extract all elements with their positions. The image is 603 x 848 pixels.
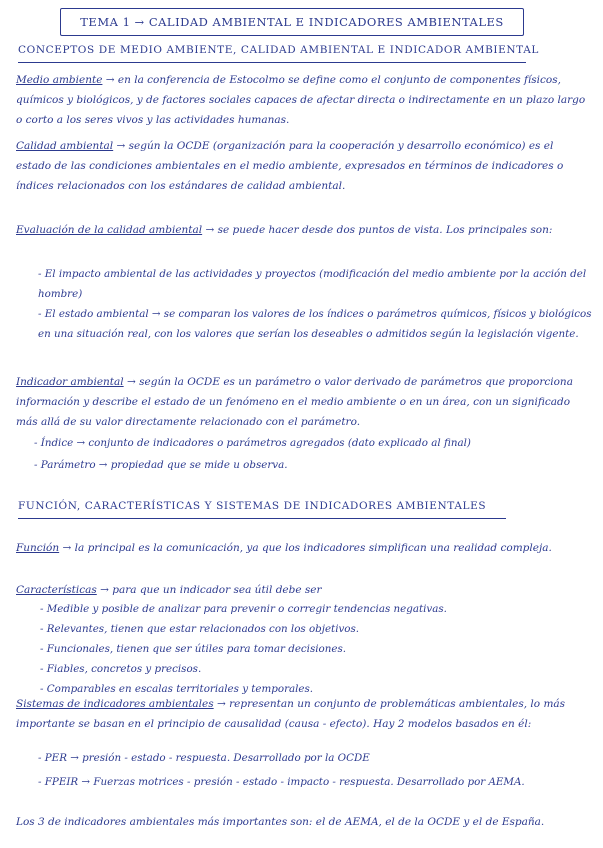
medio-ambiente-paragraph xyxy=(16,70,590,130)
calidad-ambiental-text: → según la OCDE (organización para la cooperación y desarrollo económico) es el estado de las condiciones ambientales en el medio ambiente, expresados en términos de indicadores o índices relacionados con los estándares de calidad ambiental. xyxy=(16,140,564,192)
indicador-paragraph xyxy=(16,372,590,432)
calidad-ambiental-term: Calidad ambiental xyxy=(16,140,114,152)
section2-underline xyxy=(18,518,506,519)
section2-heading: FUNCIÓN, CARACTERÍSTICAS Y SISTEMAS DE INDICADORES AMBIENTALES xyxy=(18,500,487,512)
funcion-term: Función xyxy=(16,542,60,554)
sistemas-item-1: - PER → presión - estado - respuesta. Desarrollado por la OCDE xyxy=(38,752,370,764)
section1-heading: CONCEPTOS DE MEDIO AMBIENTE, CALIDAD AMBIENTAL E INDICADOR AMBIENTAL xyxy=(18,44,539,56)
evaluacion-text: → se puede hacer desde dos puntos de vista. Los principales son: xyxy=(202,224,553,236)
caracteristicas-paragraph xyxy=(16,580,590,600)
sistemas-text: → representan un conjunto de problemáticas ambientales, lo más importante se basan en el principio de causalidad (causa - efecto). Hay 2 modelos basados en él: xyxy=(16,698,566,730)
closing-paragraph: Los 3 de indicadores ambientales más importantes son: el de AEMA, el de la OCDE y el de España. xyxy=(16,816,545,828)
caracteristicas-item-4: - Fiables, concretos y precisos. xyxy=(40,663,202,675)
evaluacion-item-2: - El estado ambiental → se comparan los valores de los índices o parámetros químicos, físicos y biológicos en una situación real, con los valores que serían los deseables o admitidos según la legislación vigente. xyxy=(38,308,592,340)
indicador-term: Indicador ambiental xyxy=(16,376,124,388)
medio-ambiente-term: Medio ambiente xyxy=(16,74,103,86)
section1-underline xyxy=(18,62,526,63)
funcion-text: → la principal es la comunicación, ya que los indicadores simplifican una realidad compleja. xyxy=(59,542,552,554)
evaluacion-paragraph xyxy=(16,220,590,240)
indicador-item-1: - Índice → conjunto de indicadores o parámetros agregados (dato explicado al final) xyxy=(34,437,471,449)
page-title: TEMA 1 → CALIDAD AMBIENTAL E INDICADORES AMBIENTALES xyxy=(60,8,524,36)
indicador-item-2: - Parámetro → propiedad que se mide u observa. xyxy=(34,459,288,471)
caracteristicas-item-2: - Relevantes, tienen que estar relacionados con los objetivos. xyxy=(40,623,360,635)
sistemas-paragraph xyxy=(16,694,590,734)
evaluacion-term: Evaluación de la calidad ambiental xyxy=(16,224,203,236)
evaluacion-item-1: - El impacto ambiental de las actividades y proyectos (modificación del medio ambiente por la acción del hombre) xyxy=(38,268,587,300)
sistemas-item-2: - FPEIR → Fuerzas motrices - presión - estado - impacto - respuesta. Desarrollado por AEMA. xyxy=(38,776,525,788)
indicador-text: → según la OCDE es un parámetro o valor derivado de parámetros que proporciona información y describe el estado de un fenómeno en el medio ambiente o en un área, con un significado más allá de su valor directamente relacionado con el parámetro. xyxy=(16,376,573,428)
caracteristicas-item-1: - Medible y posible de analizar para prevenir o corregir tendencias negativas. xyxy=(40,603,447,615)
calidad-ambiental-paragraph xyxy=(16,136,590,196)
caracteristicas-item-3: - Funcionales, tienen que ser útiles para tomar decisiones. xyxy=(40,643,347,655)
caracteristicas-term: Características xyxy=(16,584,97,596)
medio-ambiente-text: → en la conferencia de Estocolmo se define como el conjunto de componentes físicos, químicos y biológicos, y de factores sociales capaces de afectar directa o indirectamente en un plazo largo o corto a los seres vivos y las actividades humanas. xyxy=(16,74,586,126)
caracteristicas-text: → para que un indicador sea útil debe ser xyxy=(96,584,322,596)
sistemas-term: Sistemas de indicadores ambientales xyxy=(16,698,214,710)
caracteristicas-item-5: - Comparables en escalas territoriales y temporales. xyxy=(40,683,314,695)
funcion-paragraph xyxy=(16,538,590,558)
